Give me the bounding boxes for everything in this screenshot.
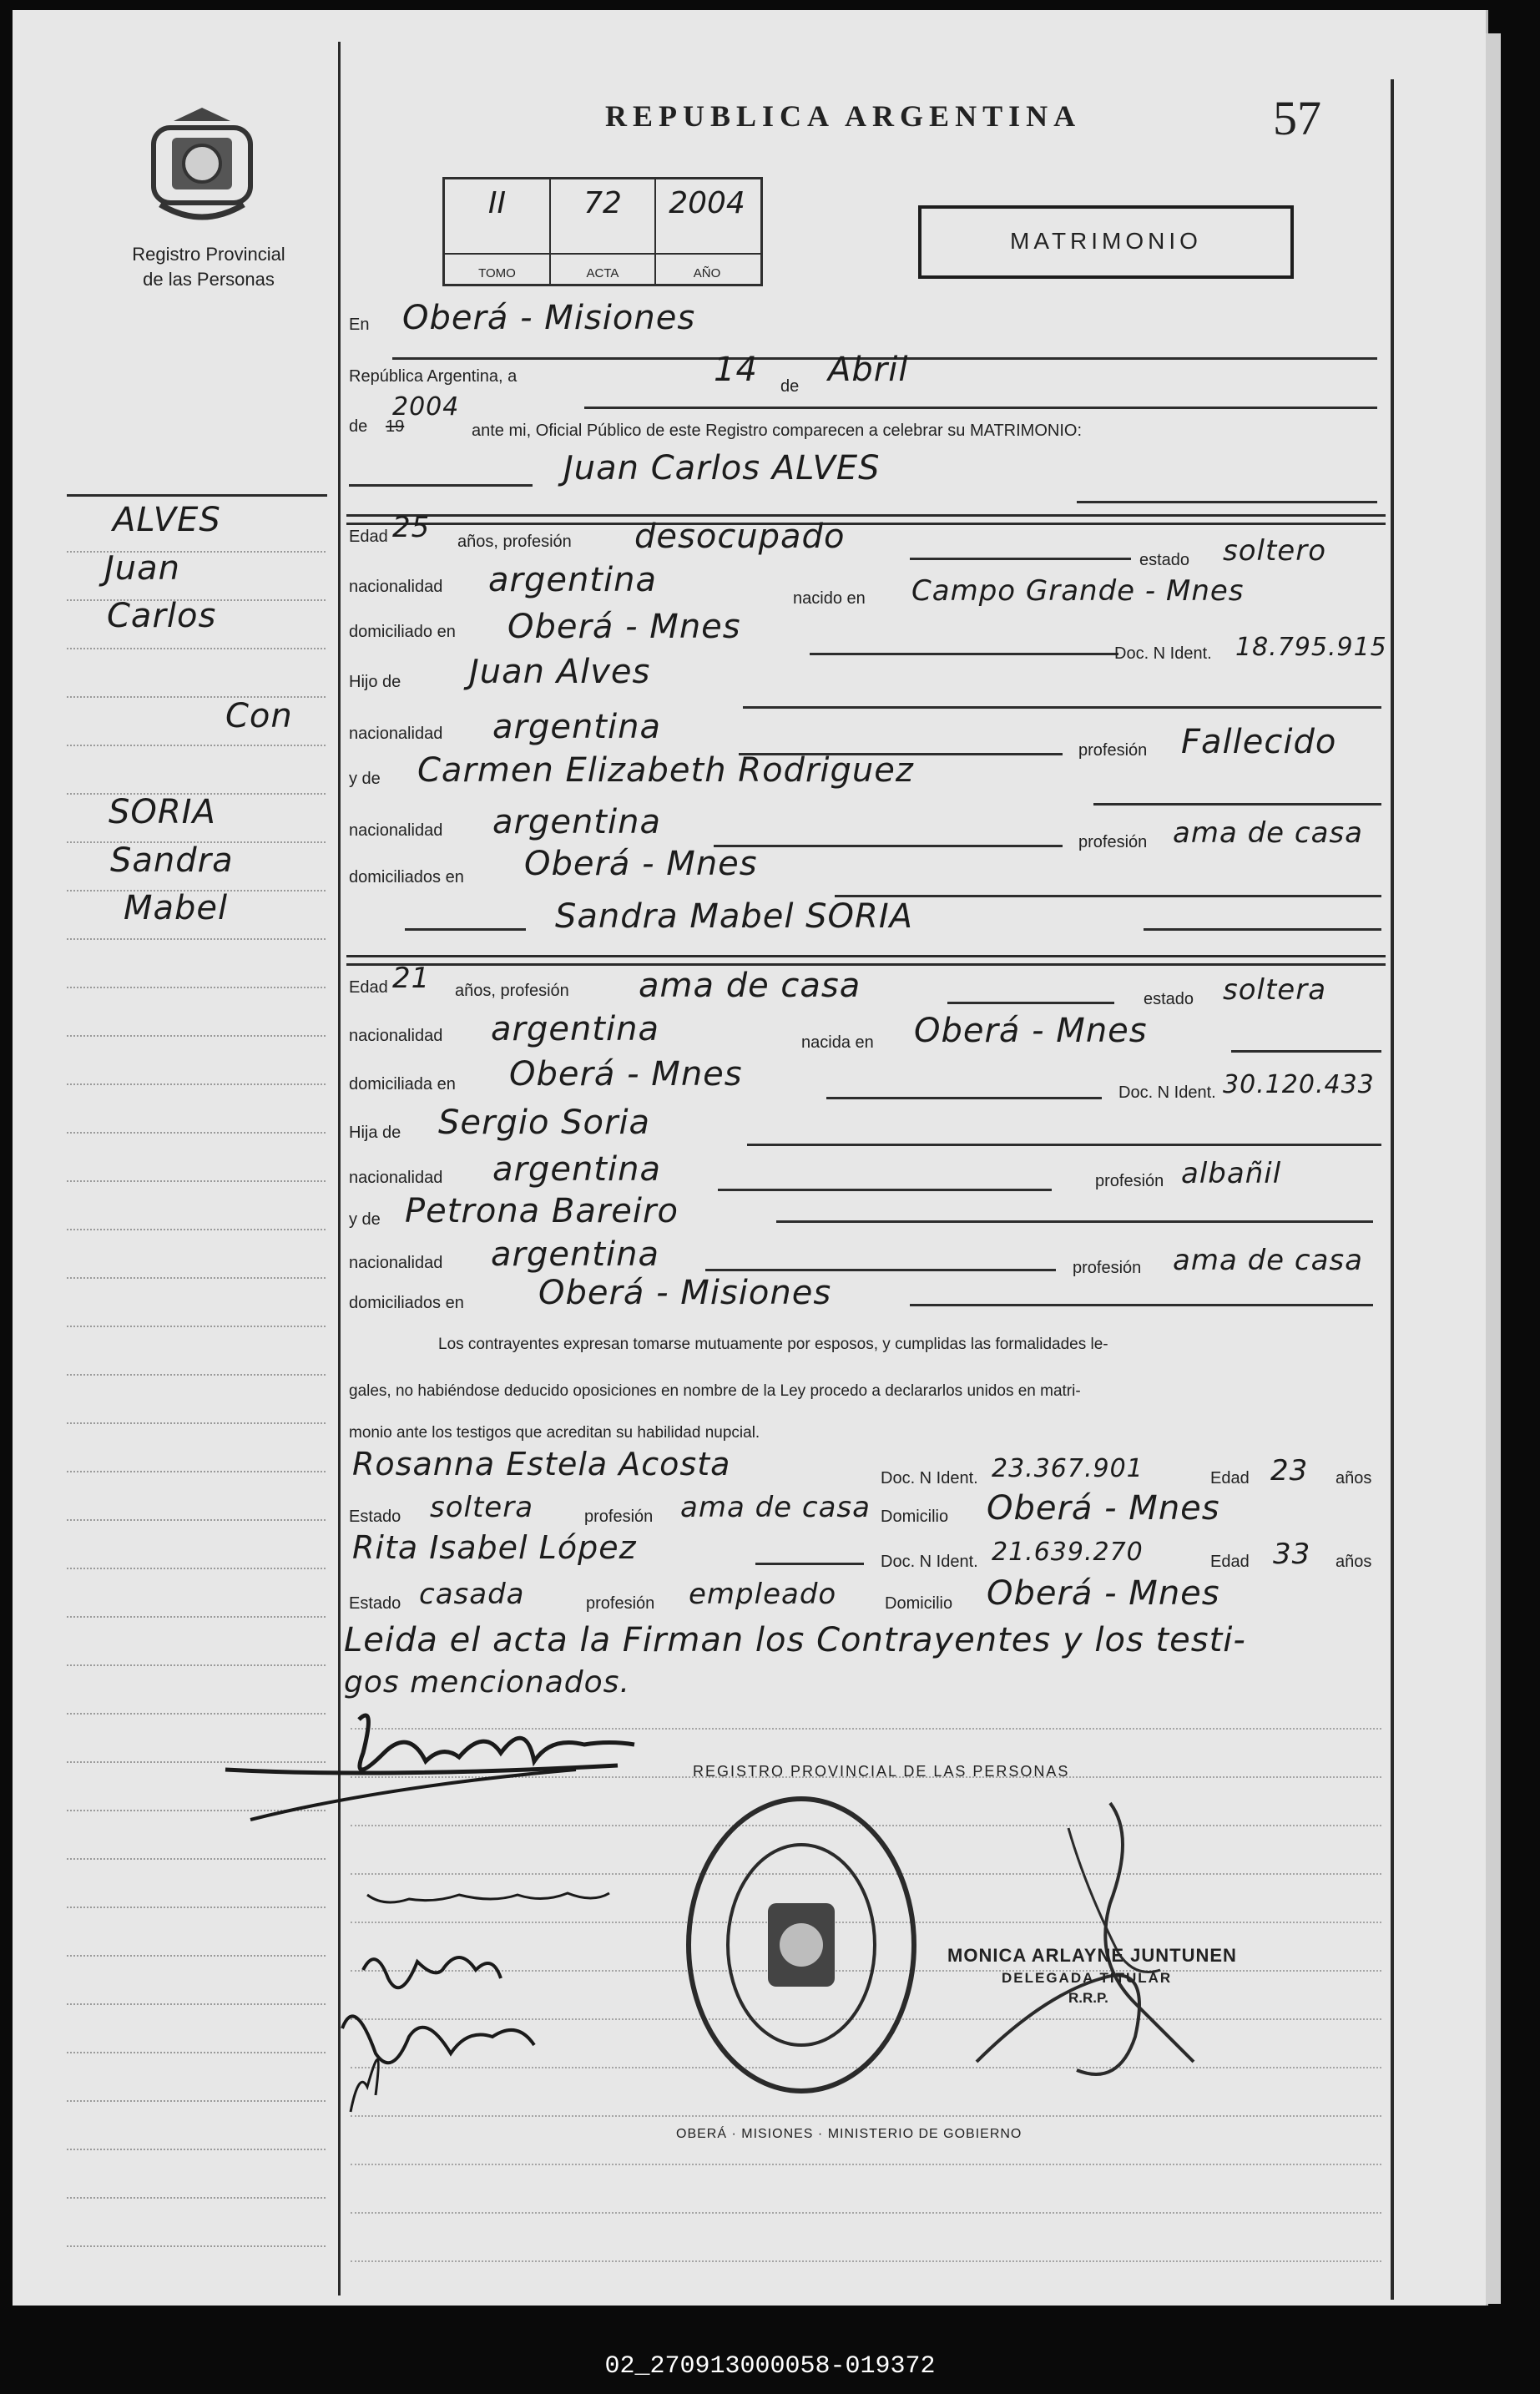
- groom-estado-label: estado: [1139, 551, 1190, 569]
- witness2-prof-label: profesión: [586, 1594, 655, 1613]
- bride-parents-dom: Oberá - Misiones: [538, 1274, 832, 1312]
- registry-name-line1: Registro Provincial: [132, 244, 285, 265]
- witness1-dom-label: Domicilio: [881, 1508, 949, 1526]
- year-prefix-printed: 19: [386, 417, 405, 436]
- groom-father-nac-label: nacionalidad: [349, 725, 443, 743]
- witness2-doc: 21.639.270: [992, 1538, 1144, 1567]
- bride-mother-prof-label: profesión: [1073, 1259, 1142, 1277]
- page-number: 57: [1273, 91, 1321, 145]
- margin-given-groom-2: Carlos: [107, 597, 217, 635]
- republica-label: República Argentina, a: [349, 367, 518, 386]
- bride-dom-label: domiciliada en: [349, 1075, 456, 1093]
- groom-doc: 18.795.915: [1235, 633, 1387, 662]
- groom-nac-label: nacionalidad: [349, 578, 443, 596]
- margin-given-groom-1: Juan: [104, 549, 181, 588]
- witness2-doc-label: Doc. N Ident.: [881, 1553, 978, 1571]
- bride-father-prof-label: profesión: [1095, 1172, 1164, 1190]
- official-unit: R.R.P.: [1068, 1990, 1108, 2006]
- groom-nacido-en: Campo Grande - Mnes: [911, 574, 1245, 608]
- witness1-prof-label: profesión: [584, 1508, 654, 1526]
- groom-yde-label: y de: [349, 770, 381, 788]
- official-title: DELEGADA TITULAR: [1002, 1970, 1173, 1986]
- bride-father-prof: albañil: [1181, 1157, 1282, 1190]
- page-edge: [1486, 33, 1501, 2304]
- groom-parents-dom: Oberá - Mnes: [524, 845, 758, 883]
- witness2-anios-label: años: [1336, 1553, 1372, 1571]
- groom-mother-nac-label: nacionalidad: [349, 821, 443, 840]
- bride-doc: 30.120.433: [1223, 1070, 1375, 1099]
- groom-mother-prof-label: profesión: [1078, 833, 1148, 851]
- groom-edad: 25: [392, 511, 431, 544]
- witness2-name: Rita Isabel López: [352, 1529, 637, 1566]
- bride-yde-label: y de: [349, 1210, 381, 1229]
- bride-domicilio: Oberá - Mnes: [509, 1055, 743, 1093]
- bride-edad-label: Edad: [349, 978, 388, 997]
- groom-nacido-label: nacido en: [793, 589, 866, 608]
- groom-hijo-label: Hijo de: [349, 673, 401, 691]
- registry-name-line2: de las Personas: [143, 269, 275, 290]
- tomo-label: TOMO: [478, 266, 516, 280]
- witness1-edad-label: Edad: [1210, 1469, 1250, 1487]
- de-label: de: [780, 377, 800, 396]
- country-title: REPUBLICA ARGENTINA: [605, 99, 1082, 133]
- witness2-prof: empleado: [689, 1578, 837, 1611]
- bride-nacida-en: Oberá - Mnes: [914, 1012, 1148, 1050]
- witness2-dom-label: Domicilio: [885, 1594, 953, 1613]
- witness2-dom: Oberá - Mnes: [987, 1574, 1220, 1613]
- groom-dom-label: domiciliado en: [349, 623, 456, 641]
- groom-name: Juan Carlos ALVES: [563, 449, 881, 487]
- witness2-edad-label: Edad: [1210, 1553, 1250, 1571]
- ante-text: ante mi, Oficial Público de este Registro comparecen a celebrar su MATRIMONIO:: [472, 422, 1083, 440]
- closing-line2: gos mencionados.: [344, 1665, 630, 1700]
- registry-emblem-icon: [144, 104, 260, 230]
- bride-name: Sandra Mabel SORIA: [555, 897, 913, 936]
- witness1-estado-label: Estado: [349, 1508, 401, 1526]
- year-written: 2004: [392, 392, 460, 422]
- groom-mother-nac: argentina: [492, 803, 661, 841]
- groom-nacionalidad: argentina: [488, 561, 657, 599]
- witness1-doc-label: Doc. N Ident.: [881, 1469, 978, 1487]
- bride-hija-label: Hija de: [349, 1124, 401, 1142]
- bride-profesion: ama de casa: [639, 967, 861, 1005]
- groom-parents-dom-label: domiciliados en: [349, 868, 464, 886]
- witness2-estado-label: Estado: [349, 1594, 401, 1613]
- margin-given-bride-1: Sandra: [110, 841, 234, 880]
- tomo-value: II: [487, 186, 507, 220]
- groom-father: Juan Alves: [469, 653, 651, 691]
- month-value: Abril: [828, 351, 909, 389]
- declaration-line3: monio ante los testigos que acreditan su habilidad nupcial.: [349, 1424, 760, 1442]
- groom-mother-prof: ama de casa: [1173, 816, 1363, 850]
- anio-value: 2004: [669, 186, 745, 220]
- closing-line1: Leida el acta la Firman los Contrayentes y los testi-: [344, 1621, 1246, 1659]
- bride-mother-nac: argentina: [491, 1235, 659, 1274]
- anio-cell: [656, 179, 758, 284]
- de-label-2: de: [349, 417, 368, 436]
- seal-ring-bottom: OBERÁ · MISIONES · MINISTERIO DE GOBIERNO: [676, 2127, 1022, 2141]
- witness2-estado: casada: [419, 1578, 525, 1611]
- groom-estado: soltero: [1223, 534, 1326, 568]
- groom-anios-label: años, profesión: [457, 533, 572, 551]
- groom-domicilio: Oberá - Mnes: [507, 608, 741, 646]
- en-label: En: [349, 316, 370, 334]
- margin-surname-bride: SORIA: [109, 793, 216, 831]
- witness1-anios-label: años: [1336, 1469, 1372, 1487]
- seal-ring-top: REGISTRO PROVINCIAL DE LAS PERSONAS: [693, 1763, 1070, 1780]
- acta-value: 72: [583, 186, 622, 220]
- doc-type-label: MATRIMONIO: [1010, 228, 1202, 254]
- margin-surname-groom: ALVES: [113, 501, 221, 539]
- margin-con: Con: [225, 697, 293, 735]
- registry-seal-icon: [676, 1778, 927, 2112]
- margin-given-bride-2: Mabel: [124, 889, 229, 927]
- witness1-name: Rosanna Estela Acosta: [352, 1446, 731, 1482]
- bride-father-nac: argentina: [492, 1150, 661, 1189]
- bride-estado: soltera: [1223, 973, 1327, 1007]
- witness2-edad: 33: [1273, 1538, 1311, 1571]
- declaration-line1: Los contrayentes expresan tomarse mutuamente por esposos, y cumplidas las formalidades le-: [438, 1336, 1108, 1353]
- witness1-estado: soltera: [430, 1491, 534, 1524]
- doc-type-box: [918, 205, 1294, 279]
- groom-father-prof-label: profesión: [1078, 741, 1148, 760]
- groom-profesion: desocupado: [634, 518, 846, 556]
- tomo-cell: [445, 179, 551, 284]
- bride-father-nac-label: nacionalidad: [349, 1169, 443, 1187]
- groom-edad-label: Edad: [349, 528, 388, 546]
- witness1-prof: ama de casa: [680, 1491, 871, 1524]
- image-id-label: 02_270913000058-019372: [604, 2352, 936, 2381]
- bride-anios-label: años, profesión: [455, 982, 569, 1000]
- bride-nacida-label: nacida en: [801, 1033, 874, 1052]
- place-value: Oberá - Misiones: [402, 299, 696, 337]
- bride-nacionalidad: argentina: [491, 1010, 659, 1048]
- bride-mother-nac-label: nacionalidad: [349, 1254, 443, 1272]
- official-name: MONICA ARLAYNE JUNTUNEN: [947, 1945, 1237, 1966]
- bride-edad: 21: [392, 962, 431, 995]
- bride-mother-prof: ama de casa: [1173, 1244, 1363, 1277]
- bride-estado-label: estado: [1144, 990, 1194, 1008]
- bride-nac-label: nacionalidad: [349, 1027, 443, 1045]
- record-box: [442, 177, 763, 286]
- groom-mother: Carmen Elizabeth Rodriguez: [417, 751, 914, 790]
- day-value: 14: [714, 351, 758, 389]
- anio-label: AÑO: [693, 266, 721, 280]
- acta-label: ACTA: [586, 266, 619, 280]
- groom-doc-label: Doc. N Ident.: [1114, 644, 1212, 663]
- bride-parents-dom-label: domiciliados en: [349, 1294, 464, 1312]
- witness1-doc: 23.367.901: [992, 1454, 1144, 1483]
- right-border: [1391, 79, 1394, 2300]
- bride-mother: Petrona Bareiro: [405, 1192, 679, 1230]
- bride-father: Sergio Soria: [438, 1104, 651, 1142]
- witness1-dom: Oberá - Mnes: [987, 1489, 1220, 1528]
- witness1-edad: 23: [1270, 1454, 1309, 1487]
- groom-father-nac: argentina: [492, 708, 661, 746]
- acta-cell: [551, 179, 656, 284]
- bride-doc-label: Doc. N Ident.: [1118, 1083, 1216, 1102]
- declaration-line2: gales, no habiéndose deducido oposiciones en nombre de la Ley procedo a declararlos unidos en matri-: [349, 1382, 1081, 1400]
- groom-father-prof: Fallecido: [1181, 723, 1337, 761]
